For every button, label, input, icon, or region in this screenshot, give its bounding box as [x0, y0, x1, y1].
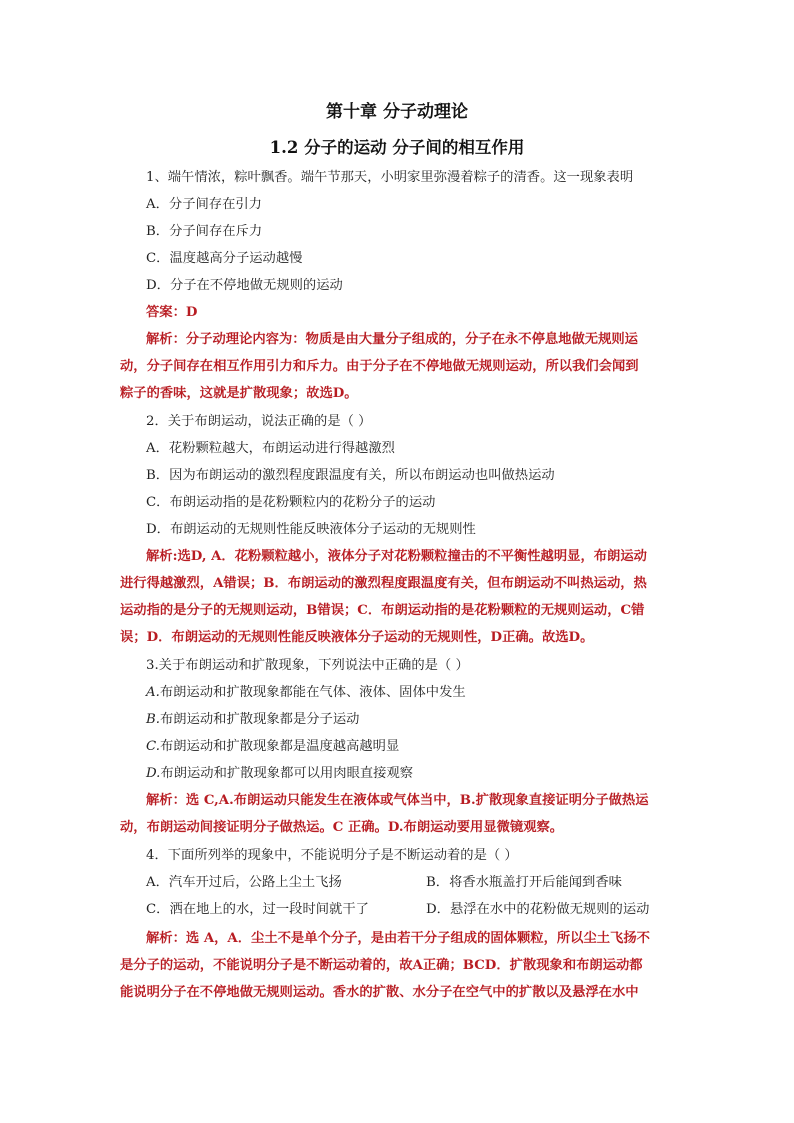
q1-answer: 答案：D	[146, 305, 198, 320]
q2-option-a: A．花粉颗粒越大，布朗运动进行得越激烈	[146, 441, 395, 456]
option-text: 布朗运动和扩散现象都能在气体、液体、固体中发生	[159, 685, 466, 700]
q4-option-b: B．将香水瓶盖打开后能闻到香味	[426, 875, 622, 890]
q2-option-c: C．布朗运动指的是花粉颗粒内的花粉分子的运动	[146, 495, 436, 510]
q2-analysis-line: 误；D．布朗运动的无规则性能反映液体分子运动的无规则性，D正确。故选D。	[120, 630, 594, 645]
q3-option-d	[146, 765, 413, 783]
q1-option-a: A．分子间存在引力	[146, 197, 262, 212]
q4-analysis-line: 是分子的运动，不能说明分子是不断运动着的，故A正确；BCD．扩散现象和布朗运动都	[120, 958, 643, 973]
option-text: 布朗运动和扩散现象都是分子运动	[160, 712, 360, 727]
q3-analysis-line: 动，布朗运动间接证明分子做热运。C 正确。D.布朗运动要用显微镜观察。	[120, 820, 564, 835]
q3-stem: 3.关于布朗运动和扩散现象，下列说法中正确的是（ ）	[146, 658, 469, 673]
q1-stem: 1、端午情浓，粽叶飘香。端午节那天，小明家里弥漫着粽子的清香。这一现象表明	[146, 170, 634, 185]
q1-option-b: B．分子间存在斥力	[146, 224, 263, 239]
q1-option-c: C．温度越高分子运动越慢	[146, 251, 303, 266]
option-letter: C.	[146, 739, 160, 754]
option-text: 布朗运动和扩散现象都是温度越高越明显	[159, 739, 400, 754]
q1-analysis-line: 动，分子间存在相互作用引力和斥力。由于分子在不停地做无规则运动，所以我们会闻到	[120, 359, 639, 374]
q4-analysis-line: 能说明分子在不停地做无规则运动。香水的扩散、水分子在空气中的扩散以及悬浮在水中	[120, 985, 639, 1000]
q2-option-d: D．布朗运动的无规则性能反映液体分子运动的无规则性	[146, 522, 476, 537]
option-letter: D.	[146, 766, 161, 781]
q1-analysis-line: 粽子的香味，这就是扩散现象；故选D。	[120, 386, 358, 401]
q3-analysis-line: 解析：选 C,A.布朗运动只能发生在液体或气体当中，B.扩散现象直接证明分子做热运	[146, 793, 649, 808]
chapter-title: 第十章 分子动理论	[326, 102, 468, 122]
q2-option-b: B．因为布朗运动的激烈程度跟温度有关，所以布朗运动也叫做热运动	[146, 468, 555, 483]
option-letter: A.	[146, 685, 160, 700]
q2-stem: 2．关于布朗运动，说法正确的是（ ）	[146, 414, 372, 429]
q4-options-row	[146, 901, 706, 919]
q1-option-d: D．分子在不停地做无规则的运动	[146, 278, 343, 293]
q4-options-row	[146, 874, 706, 892]
q4-analysis-line: 解析：选 A，A．尘土不是单个分子，是由若干分子组成的固体颗粒，所以尘土飞扬不	[146, 931, 650, 946]
q3-option-a	[146, 684, 466, 702]
q2-analysis-line: 运动指的是分子的无规则运动，B错误；C．布朗运动指的是花粉颗粒的无规则运动，C错	[120, 603, 645, 618]
section-title: 1.2 分子的运动 分子间的相互作用	[269, 138, 525, 157]
option-letter: B.	[146, 712, 160, 727]
q4-option-c: C．洒在地上的水，过一段时间就干了	[146, 902, 369, 917]
q4-stem: 4．下面所列举的现象中，不能说明分子是不断运动着的是（ ）	[146, 848, 518, 863]
option-text: 布朗运动和扩散现象都可以用肉眼直接观察	[160, 766, 414, 781]
q3-option-b	[146, 711, 359, 729]
q2-analysis-line: 解析:选D, A．花粉颗粒越小，液体分子对花粉颗粒撞击的不平衡性越明显，布朗运动	[146, 549, 647, 564]
q1-analysis-line: 解析：分子动理论内容为：物质是由大量分子组成的，分子在永不停息地做无规则运	[146, 332, 638, 347]
q4-option-d: D．悬浮在水中的花粉做无规则的运动	[426, 902, 650, 917]
q4-option-a: A．汽车开过后，公路上尘土飞扬	[146, 875, 342, 890]
q2-analysis-line: 进行得越激烈，A错误；B．布朗运动的激烈程度跟温度有关，但布朗运动不叫热运动，热	[120, 576, 647, 591]
q3-option-c	[146, 738, 399, 756]
